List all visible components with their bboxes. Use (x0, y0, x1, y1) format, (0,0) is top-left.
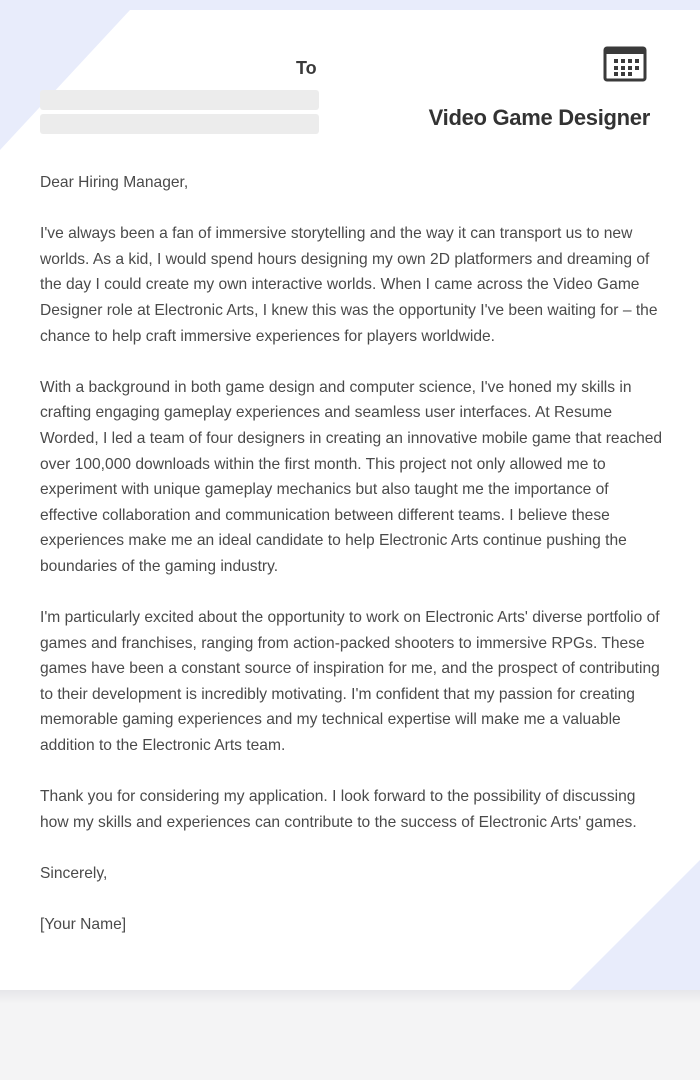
job-title: Video Game Designer (428, 105, 650, 130)
paragraph: I'm particularly excited about the opportunity to work on Electronic Arts' diverse portfolio of games and franchises, ranging from action-packed shooters to immersive RPGs. These games have been a constant source of inspiration for me, and the prospect of contributing to their development is incredibly motivating. I'm confident that my passion for creating memorable gaming experiences and my technical expertise will make me a valuable addition to the Electronic Arts team. (40, 609, 660, 755)
letter-body (40, 170, 665, 963)
paragraph: With a background in both game design and computer science, I've honed my skills in crafting engaging gameplay experiences and seamless user interfaces. At Resume Worded, I led a team of four designers in creating an innovative mobile game that reached over 100,000 downloads within the first month. This project not only allowed me to experiment with unique gameplay mechanics but also taught me the importance of effective collaboration and communication between different teams. I believe these experiences make me an ideal candidate to help Electronic Arts continue pushing the boundaries of the gaming industry. (40, 378, 663, 575)
recipient-address-line (40, 90, 319, 110)
signature: [Your Name] (40, 916, 127, 934)
calendar-icon (603, 46, 647, 82)
recipient-address-line (40, 114, 319, 134)
paragraph: Thank you for considering my application. I look forward to the possibility of discussing how my skills and experiences can contribute to the success of Electronic Arts' games. (40, 788, 637, 831)
closing: Sincerely, (40, 865, 108, 883)
page-shadow (0, 990, 700, 1004)
paragraph: I've always been a fan of immersive storytelling and the way it can transport us to new worlds. As a kid, I would spend hours designing my own 2D platformers and dreaming of the day I could create my own interactive worlds. When I came across the Video Game Designer role at Electronic Arts, I knew this was the opportunity I've been waiting for – the chance to help craft immersive experiences for players worldwide. (40, 225, 658, 345)
recipient-label: To (296, 58, 317, 78)
greeting: Dear Hiring Manager, (40, 174, 189, 191)
